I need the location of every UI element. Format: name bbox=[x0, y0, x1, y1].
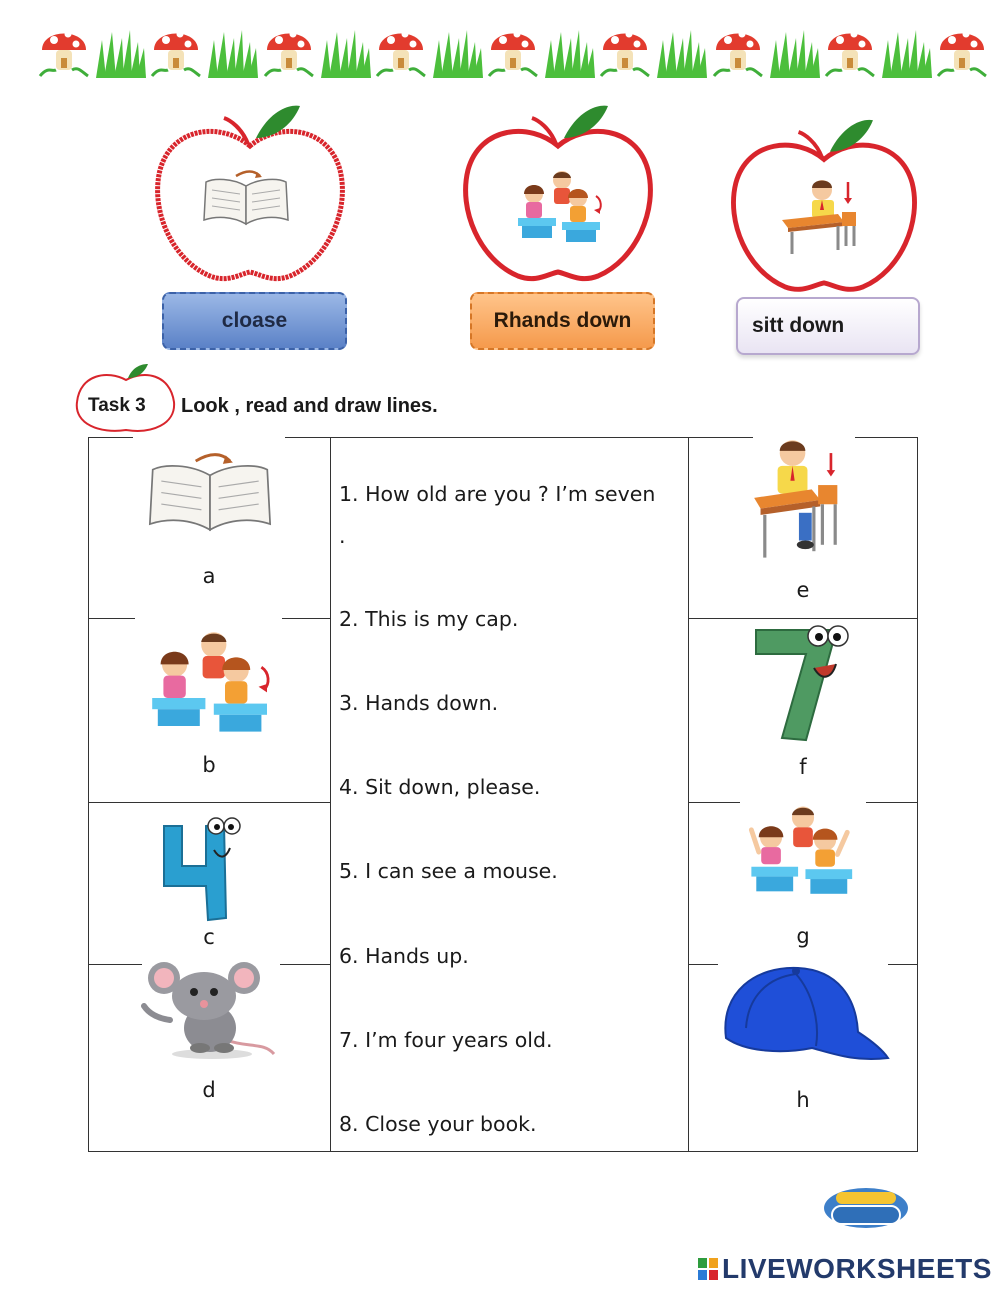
row-divider-left bbox=[88, 964, 142, 965]
sentence-5: 5. I can see a mouse. bbox=[339, 859, 558, 883]
blue-cap-picture-h[interactable] bbox=[716, 962, 890, 1072]
open-book-picture-a[interactable] bbox=[147, 452, 273, 536]
sentence-8: 8. Close your book. bbox=[339, 1112, 537, 1136]
grass-icon bbox=[431, 26, 483, 78]
mushroom-icon bbox=[599, 20, 651, 78]
letter-f: f bbox=[799, 755, 807, 779]
mushroom-icon bbox=[824, 20, 876, 78]
sentence-7: 7. I’m four years old. bbox=[339, 1028, 553, 1052]
grass-icon bbox=[206, 26, 258, 78]
grass-icon bbox=[880, 26, 932, 78]
mushroom-icon bbox=[712, 20, 764, 78]
row-divider-right bbox=[888, 964, 918, 965]
mouse-picture-d[interactable] bbox=[140, 962, 278, 1062]
task-label: Task 3 bbox=[88, 395, 146, 416]
open-book-icon bbox=[202, 170, 290, 228]
row-divider-right bbox=[688, 802, 740, 803]
sentence-4: 4. Sit down, please. bbox=[339, 775, 541, 799]
sentence-6: 6. Hands up. bbox=[339, 944, 469, 968]
task-header bbox=[74, 362, 674, 434]
letter-d: d bbox=[202, 1078, 216, 1102]
sentence-2: 2. This is my cap. bbox=[339, 607, 519, 631]
row-divider-left bbox=[282, 618, 330, 619]
boy-sitting-at-desk-icon bbox=[778, 176, 868, 260]
letter-g: g bbox=[796, 924, 810, 948]
mushroom-icon bbox=[487, 20, 539, 78]
answer-box-3[interactable]: sitt down bbox=[736, 297, 920, 355]
letter-h: h bbox=[796, 1088, 810, 1112]
number-four-picture-c[interactable] bbox=[160, 814, 244, 922]
grass-icon bbox=[768, 26, 820, 78]
mushroom-icon bbox=[38, 20, 90, 78]
smart-start-logo bbox=[822, 1186, 910, 1230]
letter-e: e bbox=[796, 578, 810, 602]
answer-box-1[interactable]: cloase bbox=[162, 292, 347, 350]
children-hands-up-picture-g[interactable] bbox=[744, 802, 862, 902]
row-divider-right bbox=[688, 964, 718, 965]
row-divider-left bbox=[88, 618, 135, 619]
number-seven-picture-f[interactable] bbox=[752, 624, 852, 744]
table-border-bottom bbox=[88, 1151, 918, 1152]
row-divider-right bbox=[866, 802, 918, 803]
letter-b: b bbox=[202, 753, 216, 777]
row-divider-left bbox=[280, 964, 330, 965]
grass-icon bbox=[319, 26, 371, 78]
mushroom-icon bbox=[150, 20, 202, 78]
decorative-border bbox=[38, 14, 988, 78]
table-border-top bbox=[88, 437, 133, 438]
row-divider-left bbox=[88, 802, 331, 803]
liveworksheets-logo-text: LIVEWORKSHEETS bbox=[722, 1253, 992, 1284]
table-border-left bbox=[88, 437, 89, 1152]
sentence-1: 1. How old are you ? I’m seven bbox=[339, 482, 656, 506]
grass-icon bbox=[543, 26, 595, 78]
mushroom-icon bbox=[375, 20, 427, 78]
sentence-1-continuation: . bbox=[339, 524, 346, 548]
apple-frame-3 bbox=[728, 114, 920, 296]
task-instruction: Look , read and draw lines. bbox=[181, 395, 438, 417]
grass-icon bbox=[655, 26, 707, 78]
table-border-top bbox=[285, 437, 753, 438]
answer-box-2[interactable]: Rhands down bbox=[470, 292, 655, 350]
children-hands-down-picture-b[interactable] bbox=[142, 628, 280, 740]
table-divider-left bbox=[330, 437, 331, 1152]
liveworksheets-logo-icon bbox=[698, 1258, 718, 1280]
children-hands-down-icon bbox=[512, 168, 608, 248]
apple-frame-2 bbox=[460, 100, 656, 285]
letter-c: c bbox=[203, 925, 215, 949]
letter-a: a bbox=[202, 564, 216, 588]
table-border-top bbox=[855, 437, 918, 438]
table-divider-right bbox=[688, 437, 689, 1152]
table-border-right bbox=[917, 437, 918, 1152]
apple-frame-1 bbox=[152, 100, 348, 285]
grass-icon bbox=[94, 26, 146, 78]
mushroom-icon bbox=[263, 20, 315, 78]
row-divider-right bbox=[688, 618, 918, 619]
mushroom-icon bbox=[936, 20, 988, 78]
sentence-3: 3. Hands down. bbox=[339, 691, 499, 715]
boy-sitting-picture-e[interactable] bbox=[752, 438, 848, 562]
